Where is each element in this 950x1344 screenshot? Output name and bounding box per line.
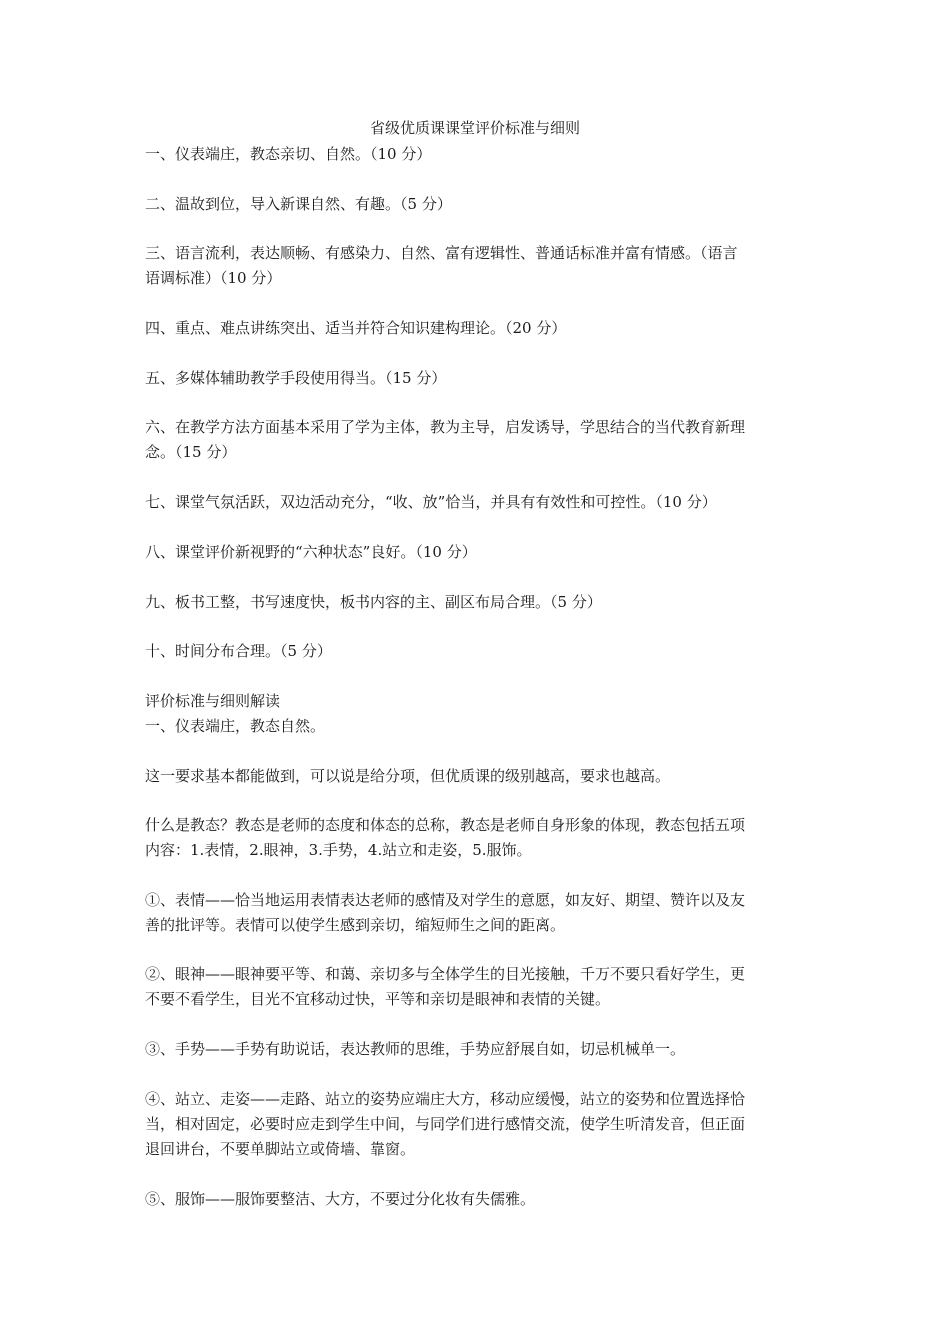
eye-contact-paragraph bbox=[145, 962, 813, 1012]
criterion-7: 七、课堂气氛活跃，双边活动充分，“收、放”恰当，并具有有效性和可控性。（10 分） bbox=[145, 493, 717, 511]
criterion-3-line-2: 语调标准）（10 分） bbox=[145, 269, 282, 287]
criterion-8: 八、课堂评价新视野的“六种状态”良好。（10 分） bbox=[145, 543, 477, 561]
eye-contact-line-1: ②、眼神——眼神要平等、和蔼、亲切多与全体学生的目光接触，千万不要只看好学生，更 bbox=[145, 965, 746, 983]
posture-line-3: 退回讲台，不要单脚站立或倚墙、靠窗。 bbox=[145, 1140, 416, 1158]
document-title: 省级优质课课堂评价标准与细则 bbox=[369, 119, 580, 137]
criterion-6-line-1: 六、在教学方法方面基本采用了学为主体，教为主导，启发诱导，学思结合的当代教育新理 bbox=[145, 418, 746, 436]
expression-line-2: 善的批评等。表情可以使学生感到亲切，缩短师生之间的距离。 bbox=[145, 916, 566, 934]
posture-line-2: 当，相对固定，必要时应走到学生中间，与同学们进行感情交流，使学生听清发音，但正面 bbox=[145, 1115, 746, 1133]
posture-line-1: ④、站立、走姿——走路、站立的姿势应端庄大方，移动应缓慢，站立的姿势和位置选择恰 bbox=[145, 1090, 746, 1108]
interpretation-heading: 评价标准与细则解读 bbox=[145, 692, 281, 710]
criterion-5: 五、多媒体辅助教学手段使用得当。（15 分） bbox=[145, 369, 447, 387]
attire-paragraph: ⑤、服饰——服饰要整洁、大方，不要过分化妆有失儒雅。 bbox=[145, 1190, 536, 1208]
criterion-4: 四、重点、难点讲练突出、适当并符合知识建构理论。（20 分） bbox=[145, 319, 567, 337]
body-paragraph-2-line-2: 内容：1.表情，2.眼神，3.手势，4.站立和走姿，5.服饰。 bbox=[145, 841, 532, 859]
expression-paragraph bbox=[145, 888, 813, 938]
body-paragraph-1: 这一要求基本都能做到，可以说是给分项，但优质课的级别越高，要求也越高。 bbox=[145, 767, 671, 785]
criterion-1: 一、仪表端庄，教态亲切、自然。（10 分） bbox=[145, 145, 432, 163]
criterion-2: 二、温故到位，导入新课自然、有趣。（5 分） bbox=[145, 195, 452, 213]
criterion-10: 十、时间分布合理。（5 分） bbox=[145, 642, 332, 660]
gesture-paragraph: ③、手势——手势有助说话，表达教师的思维，手势应舒展自如，切忌机械单一。 bbox=[145, 1040, 686, 1058]
body-paragraph-2 bbox=[145, 813, 813, 863]
posture-paragraph bbox=[145, 1087, 813, 1162]
criterion-9: 九、板书工整，书写速度快，板书内容的主、副区布局合理。（5 分） bbox=[145, 593, 602, 611]
eye-contact-line-2: 不要不看学生，目光不宜移动过快，平等和亲切是眼神和表情的关键。 bbox=[145, 990, 611, 1008]
criterion-6-line-2: 念。（15 分） bbox=[145, 443, 237, 461]
expression-line-1: ①、表情——恰当地运用表情表达老师的感情及对学生的意愿，如友好、期望、赞许以及友 bbox=[145, 891, 746, 909]
criterion-3-line-1: 三、语言流利，表达顺畅、有感染力、自然、富有逻辑性、普通话标准并富有情感。（语言 bbox=[145, 244, 738, 262]
criterion-6 bbox=[145, 415, 813, 465]
criterion-3 bbox=[145, 241, 813, 291]
interpretation-item-1: 一、仪表端庄，教态自然。 bbox=[145, 717, 326, 735]
body-paragraph-2-line-1: 什么是教态？教态是老师的态度和体态的总称，教态是老师自身形象的体现，教态包括五项 bbox=[145, 816, 746, 834]
